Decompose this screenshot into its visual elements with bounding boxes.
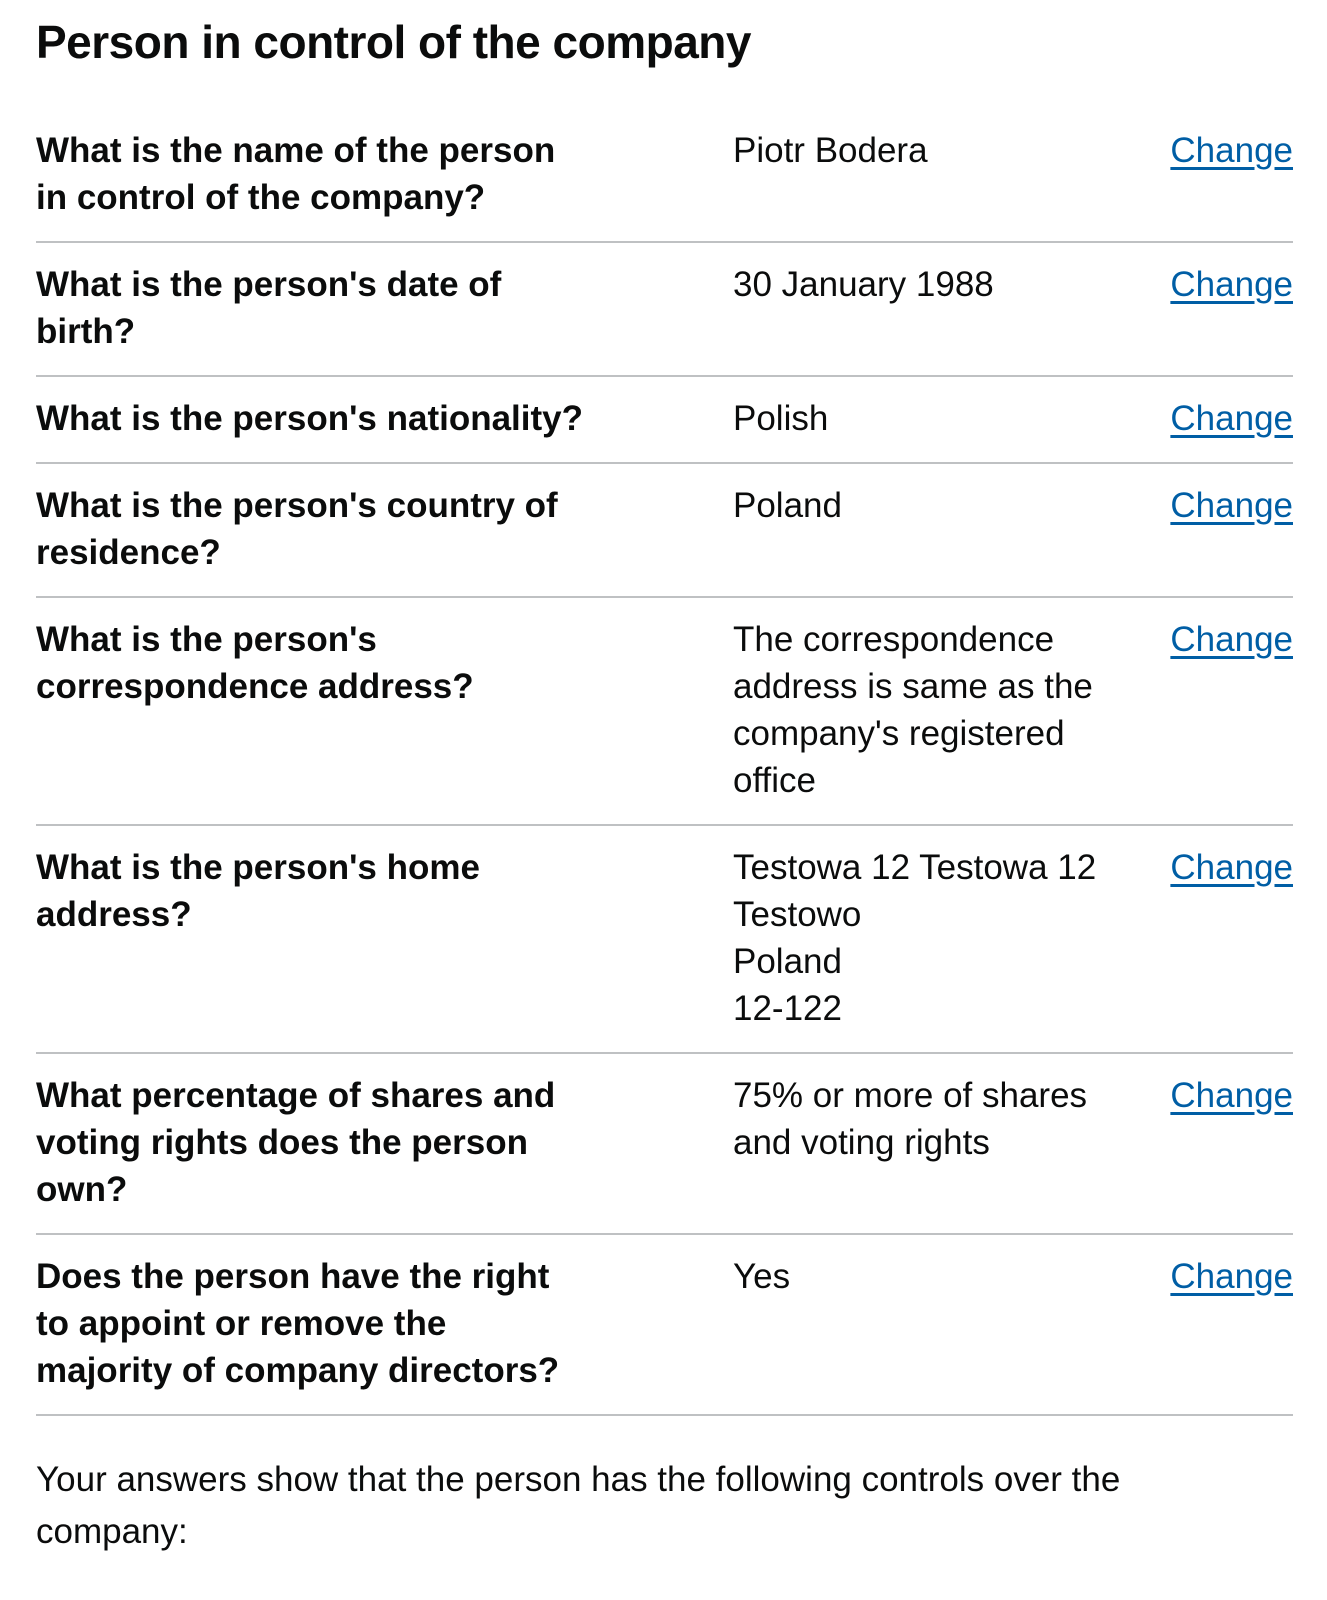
answer-line: office [733,761,817,800]
question-label [36,261,733,355]
question-label [36,127,733,221]
question-label [36,616,733,710]
answer-line: address is same as the [733,667,1093,706]
question-line: in control of the company? [36,178,486,217]
question-line: What is the person's [36,620,377,659]
action-cell [1169,616,1293,663]
action-cell [1169,261,1293,308]
question-line: voting rights does the person [36,1123,528,1162]
question-line: majority of company directors? [36,1351,560,1390]
question-line: birth? [36,312,136,351]
answer-line: Poland [733,486,842,525]
answer-line: Testowo [733,895,862,934]
action-cell [1169,844,1293,891]
answer-value [733,127,1169,174]
answer-value [733,261,1169,308]
answer-line: and voting rights [733,1123,990,1162]
summary-row-nationality [36,377,1293,464]
question-line: What is the person's home [36,848,480,887]
question-label [36,1253,733,1394]
change-link[interactable]: Change [1170,1257,1293,1296]
answer-line: Testowa 12 Testowa 12 [733,848,1097,887]
summary-list [36,109,1293,1416]
answer-value [733,616,1169,804]
question-line: correspondence address? [36,667,474,706]
question-line: residence? [36,533,221,572]
change-link[interactable]: Change [1170,399,1293,438]
summary-row-appoint-remove-directors [36,1235,1293,1416]
question-line: What is the person's date of [36,265,502,304]
outro-line: company: [36,1512,188,1551]
question-line: Does the person have the right [36,1257,550,1296]
action-cell [1169,1072,1293,1119]
outro-line: Your answers show that the person has the following controls over the [36,1460,1121,1499]
change-link[interactable]: Change [1170,848,1293,887]
change-link[interactable]: Change [1170,486,1293,525]
question-label [36,395,733,442]
answer-value [733,844,1169,1032]
action-cell [1169,482,1293,529]
summary-row-shares-voting-rights [36,1054,1293,1235]
question-line: What is the person's country of [36,486,558,525]
question-label [36,482,733,576]
action-cell [1169,127,1293,174]
answer-line: company's registered [733,714,1065,753]
answer-line: Yes [733,1257,791,1296]
question-line: own? [36,1170,128,1209]
question-line: What is the name of the person [36,131,556,170]
answer-value [733,1072,1169,1166]
answer-line: Polish [733,399,829,438]
question-line: What percentage of shares and [36,1076,556,1115]
question-label [36,1072,733,1213]
question-line: address? [36,895,192,934]
summary-row-date-of-birth [36,243,1293,377]
change-link[interactable]: Change [1170,1076,1293,1115]
answer-value [733,482,1169,529]
change-link[interactable]: Change [1170,620,1293,659]
answer-line: Poland [733,942,842,981]
change-link[interactable]: Change [1170,265,1293,304]
summary-row-name [36,109,1293,243]
controls-summary-intro [36,1454,1293,1558]
summary-row-home-address [36,826,1293,1054]
summary-row-country-of-residence [36,464,1293,598]
answer-value [733,395,1169,442]
answer-line: 75% or more of shares [733,1076,1088,1115]
action-cell [1169,1253,1293,1300]
question-line: to appoint or remove the [36,1304,447,1343]
change-link[interactable]: Change [1170,131,1293,170]
action-cell [1169,395,1293,442]
answer-line: The correspondence [733,620,1055,659]
answer-line: Piotr Bodera [733,131,928,170]
page-title: Person in control of the company [36,16,751,68]
answer-line: 30 January 1988 [733,265,994,304]
question-label [36,844,733,938]
summary-row-correspondence-address [36,598,1293,826]
answer-value [733,1253,1169,1300]
question-line: What is the person's nationality? [36,399,583,438]
answer-line: 12-122 [733,989,842,1028]
